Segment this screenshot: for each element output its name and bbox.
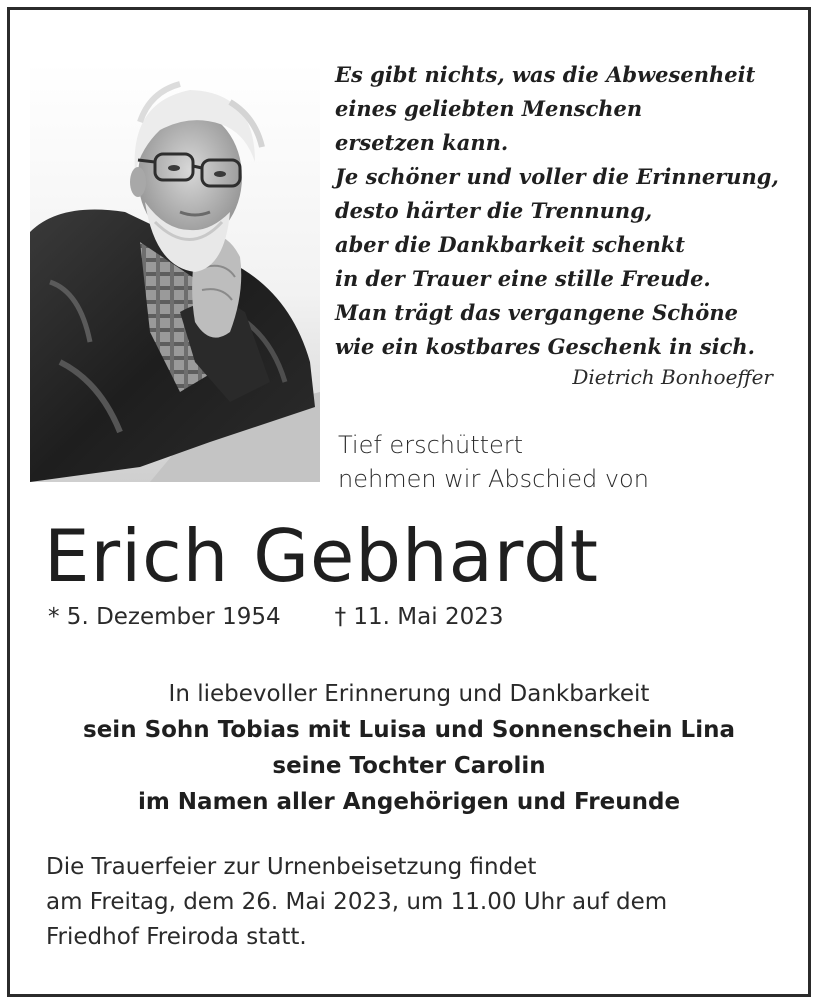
funeral-line: am Freitag, dem 26. Mai 2023, um 11.00 Uhr auf dem [46,889,668,915]
funeral-notice [46,850,786,955]
intro-line: nehmen wir Abschied von [338,465,649,493]
funeral-line: Friedhof Freiroda statt. [46,924,307,950]
mourner-line: im Namen aller Angehörigen und Freunde [137,789,681,815]
death-date: † 11. Mai 2023 [334,604,504,630]
quote-line: Man trägt das vergangene Schöne [335,300,738,325]
quote-line: Je schöner und voller die Erinnerung, [335,164,779,189]
dedication-block [0,676,818,820]
life-dates [48,600,503,634]
mourner-line: seine Tochter Carolin [272,753,546,779]
quote-line: wie ein kostbares Geschenk in sich. [335,334,755,359]
mourner-line: sein Sohn Tobias mit Luisa und Sonnenschein Lina [83,717,735,743]
quote-author: Dietrich Bonhoeffer [572,365,773,389]
quote-line: aber die Dankbarkeit schenkt [335,232,686,257]
birth-date: * 5. Dezember 1954 [48,604,281,630]
portrait-photo [30,62,320,482]
quote-line: desto härter die Trennung, [335,198,653,223]
quote-line: eines geliebten Menschen [335,96,643,121]
deceased-name: Erich Gebhardt [44,514,600,598]
dedication-intro: In liebevoller Erinnerung und Dankbarkeit [168,681,650,707]
farewell-intro [338,428,788,496]
quote-line: Es gibt nichts, was die Abwesenheit [335,62,756,87]
memorial-quote [335,58,785,364]
funeral-line: Die Trauerfeier zur Urnenbeisetzung findet [46,854,537,880]
intro-line: Tief erschüttert [338,431,524,459]
quote-line: in der Trauer eine stille Freude. [335,266,711,291]
quote-line: ersetzen kann. [335,130,509,155]
